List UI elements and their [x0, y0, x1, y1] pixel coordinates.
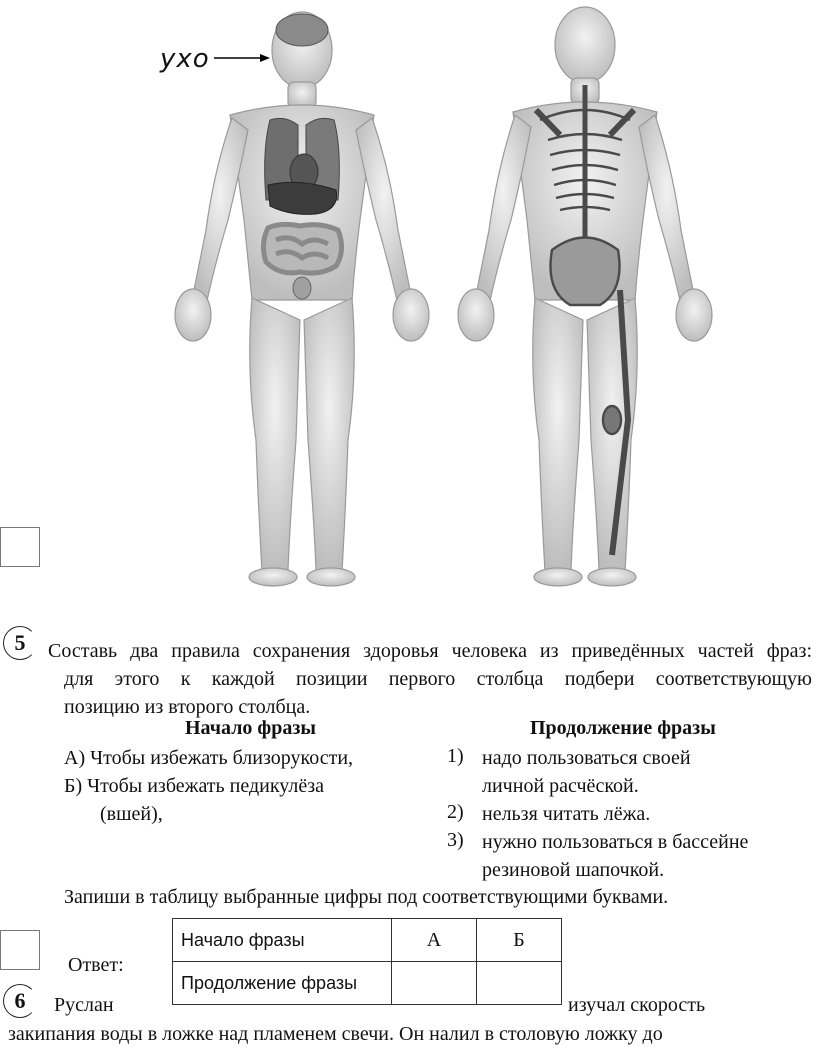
continuation-3-number: 3): [447, 829, 464, 851]
start-phrase-a: А) Чтобы избежать близорукости,: [64, 747, 354, 769]
continuation-2-line-1: нельзя читать лёжа.: [482, 803, 651, 825]
start-phrase-b: Б) Чтобы избежать педикулёза: [64, 775, 325, 797]
start-phrase-b-cont: (вшей),: [100, 803, 163, 825]
q6-word-1: Руслан: [54, 994, 114, 1016]
question-6-number: 6: [3, 984, 37, 1018]
brain-organ: [276, 14, 328, 46]
question-5-number: 5: [3, 626, 37, 660]
answer-table: [172, 918, 562, 1005]
answer-header-b: Б: [477, 919, 562, 962]
continuation-1-number: 1): [447, 745, 464, 767]
continuation-1-line-1: надо пользоваться своей: [482, 747, 691, 769]
continuation-1-line-2: личной расчёской.: [482, 775, 639, 797]
bladder-organ: [293, 277, 311, 299]
q5-intro-line-3: позицию из второго столбца.: [64, 696, 311, 718]
q5-intro-line-1: Составь два правила сохранения здоровья человека из приведённых частей фраз:: [48, 640, 812, 662]
column-header-start: Начало фразы: [185, 717, 317, 739]
intestines: [263, 224, 341, 273]
continuation-2-number: 2): [447, 801, 464, 823]
ear-label: ухо: [160, 44, 210, 74]
liver-organ: [268, 182, 337, 214]
score-box-5[interactable]: [0, 930, 40, 970]
answer-cell-a[interactable]: [392, 962, 477, 1005]
q6-text-right: изучал скорость: [568, 994, 706, 1016]
answer-row-start-label: Начало фразы: [173, 919, 392, 962]
q5-intro-line-2: для этого к каждой позиции первого столбца подбери соответствующую: [64, 668, 812, 690]
q5-instruction: Запиши в таблицу выбранные цифры под соответствующими буквами.: [64, 886, 669, 908]
score-box-4[interactable]: [0, 527, 40, 567]
answer-header-a: А: [392, 919, 477, 962]
continuation-3-line-1: нужно пользоваться в бассейне: [482, 831, 749, 853]
answer-row-continuation-label: Продолжение фразы: [173, 962, 392, 1005]
answer-label: Ответ:: [68, 954, 124, 976]
continuation-3-line-2: резиновой шапочкой.: [482, 859, 665, 881]
q6-line-2: закипания воды в ложке над пламенем свечи. Он налил в столовую ложку до: [8, 1023, 663, 1045]
column-header-continuation: Продолжение фразы: [530, 717, 716, 739]
answer-cell-b[interactable]: [477, 962, 562, 1005]
